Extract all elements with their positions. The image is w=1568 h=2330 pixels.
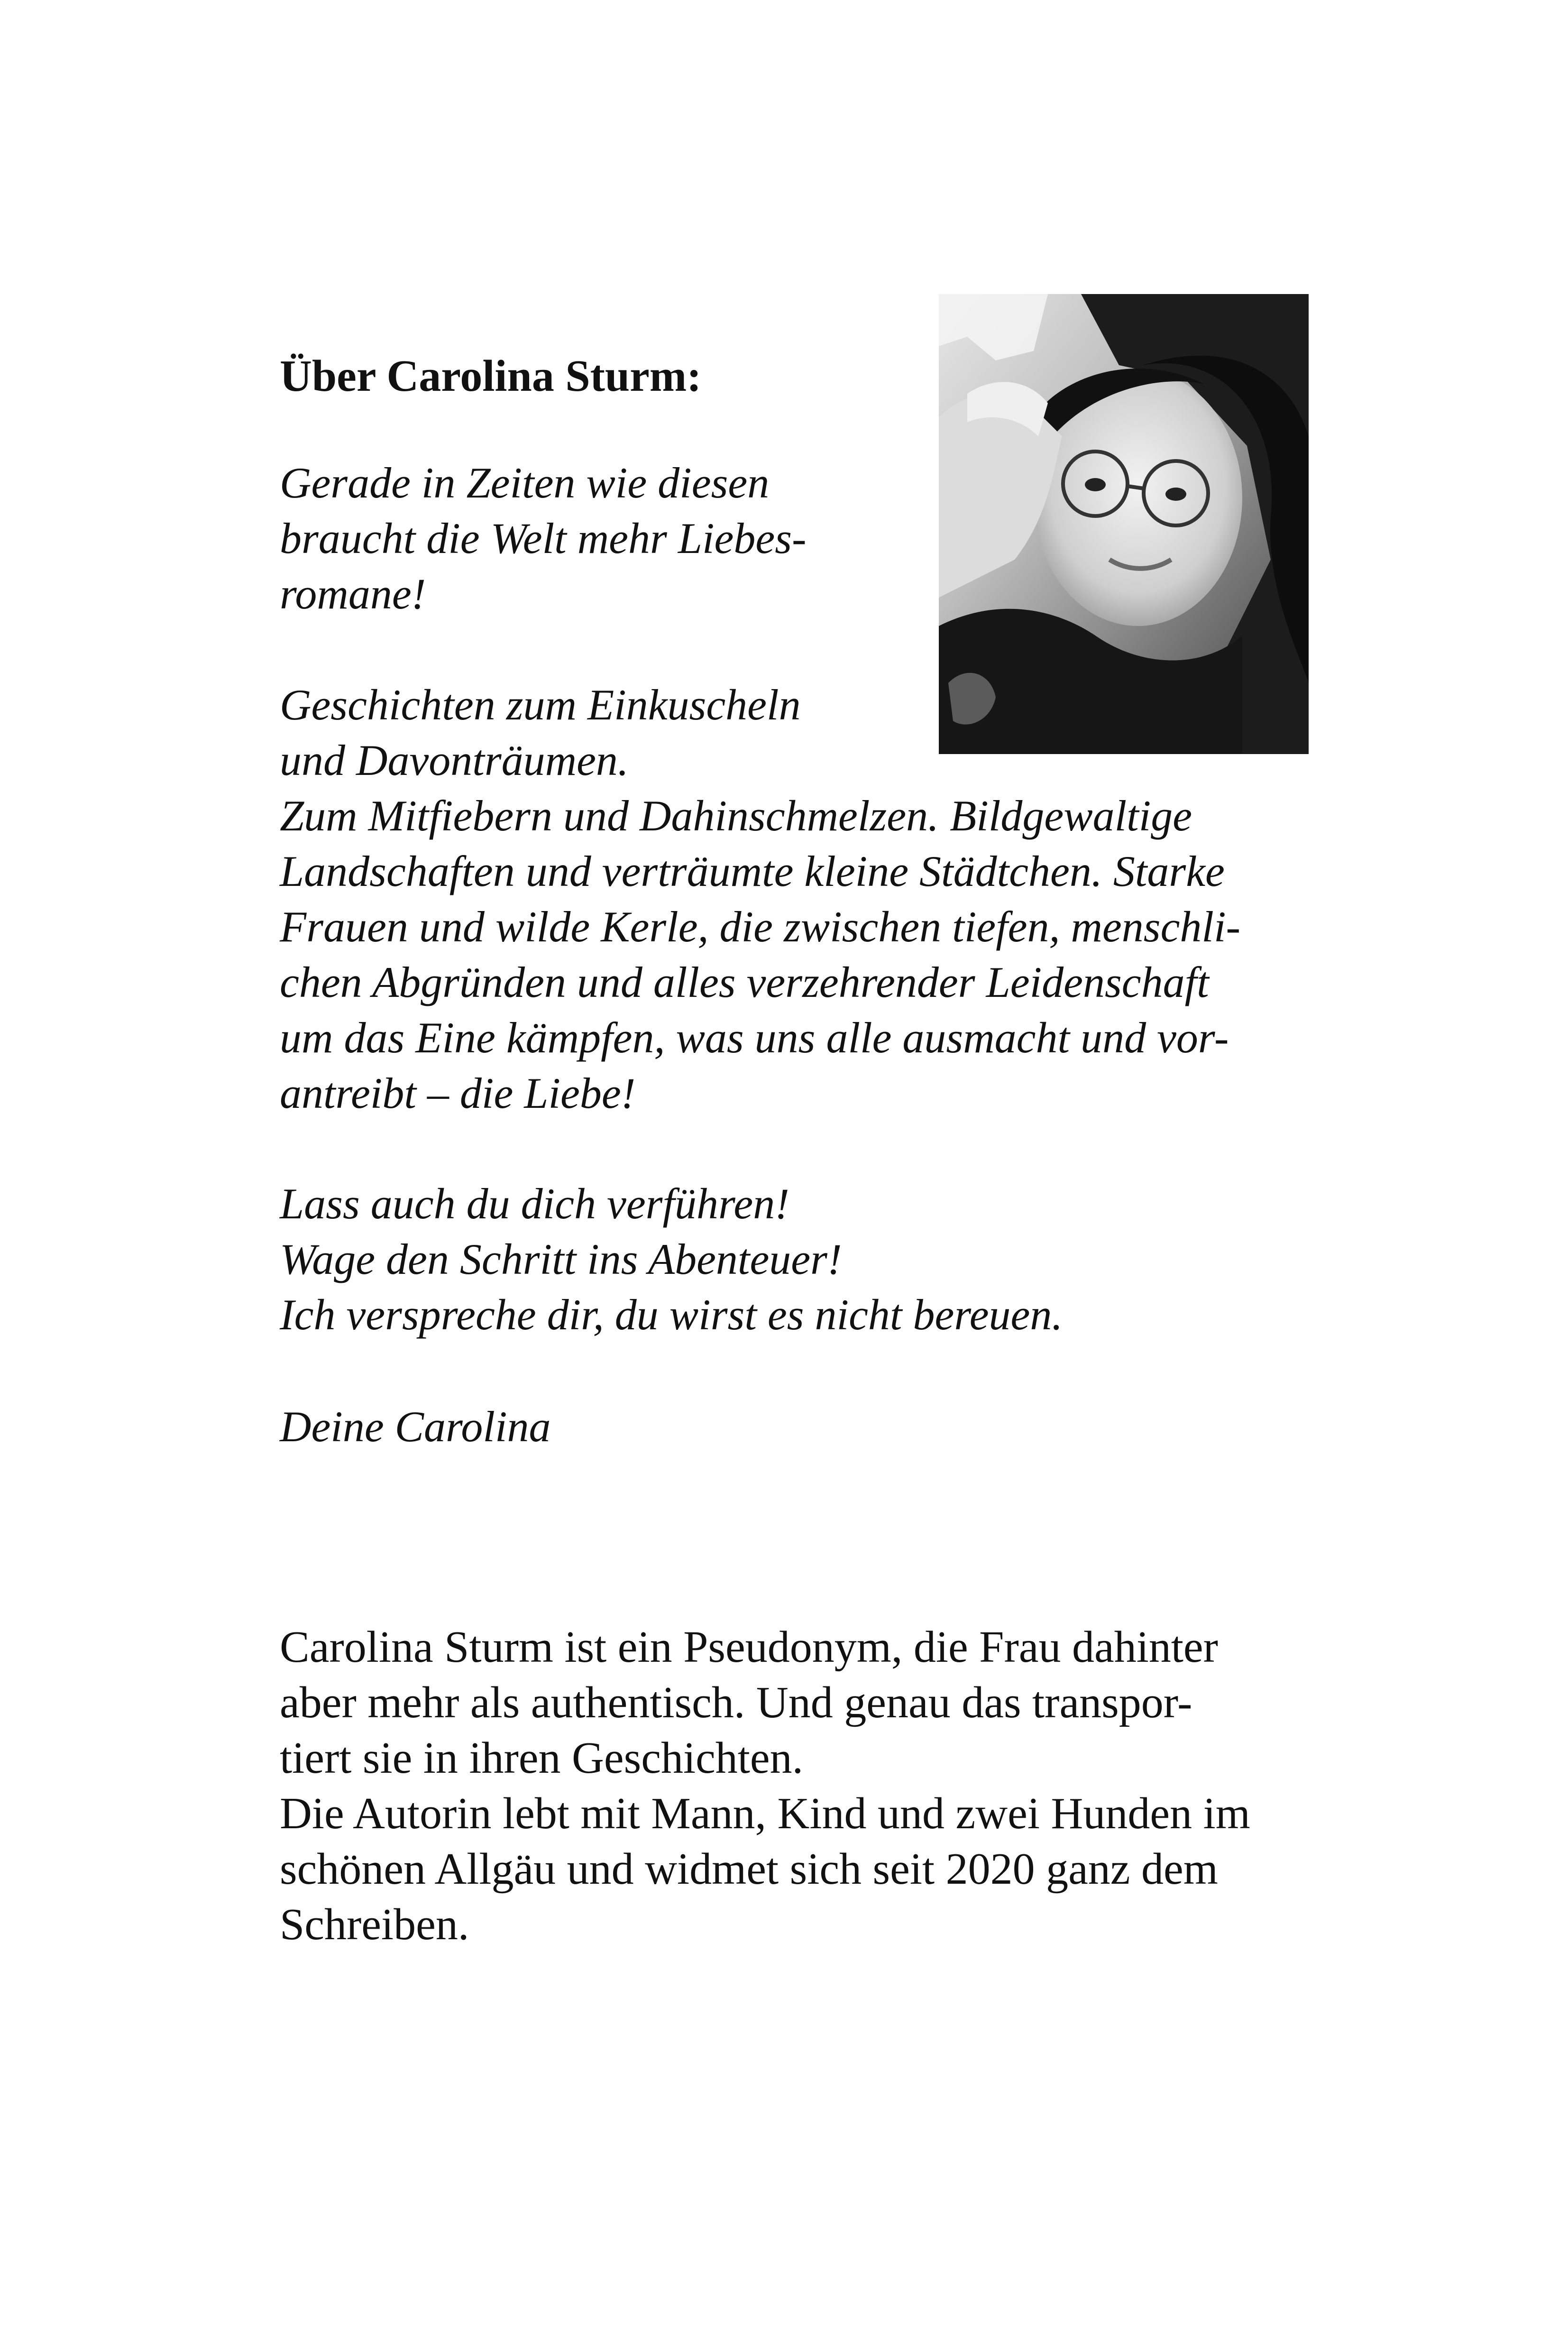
signature-text: Deine Carolina [280,1402,551,1451]
text-line: Schreiben. [280,1900,469,1949]
text-line: romane! [280,570,426,618]
page-title: Über Carolina Sturm: [280,351,702,401]
text-line: Ich verspreche dir, du wirst es nicht bereuen. [280,1290,1063,1339]
text-line: antreibt – die Liebe! [280,1069,636,1117]
text-line: Geschichten zum Einkuscheln [280,681,801,729]
intro-paragraph-3 [280,1176,1328,1343]
text-line: um das Eine kämpfen, was uns alle ausmacht und vor- [280,1013,1229,1062]
text-line: Lass auch du dich verführen! [280,1179,789,1228]
intro-paragraph-2 [280,677,1328,1121]
text-line: Zum Mitfiebern und Dahinschmelzen. Bildgewaltige [280,792,1192,840]
text-line: Gerade in Zeiten wie diesen [280,459,770,507]
intro-paragraph-1 [280,455,1328,622]
text-line: Landschaften und verträumte kleine Städtchen. Starke [280,847,1225,895]
text-line: aber mehr als authentisch. Und genau das transpor- [280,1678,1192,1727]
text-line: schönen Allgäu und widmet sich seit 2020 ganz dem [280,1844,1218,1894]
text-line: und Davonträumen. [280,736,629,784]
text-line: braucht die Welt mehr Liebes- [280,514,807,562]
author-bio [280,1620,1328,1952]
text-line: Wage den Schritt ins Abenteuer! [280,1235,842,1283]
text-line: Carolina Sturm ist ein Pseudonym, die Frau dahinter [280,1622,1218,1672]
text-line: Frauen und wilde Kerle, die zwischen tiefen, menschli- [280,903,1241,951]
text-line: tiert sie in ihren Geschichten. [280,1733,804,1783]
text-line: chen Abgründen und alles verzehrender Leidenschaft [280,958,1209,1006]
text-line: Die Autorin lebt mit Mann, Kind und zwei Hunden im [280,1789,1250,1838]
signature [280,1399,1328,1455]
